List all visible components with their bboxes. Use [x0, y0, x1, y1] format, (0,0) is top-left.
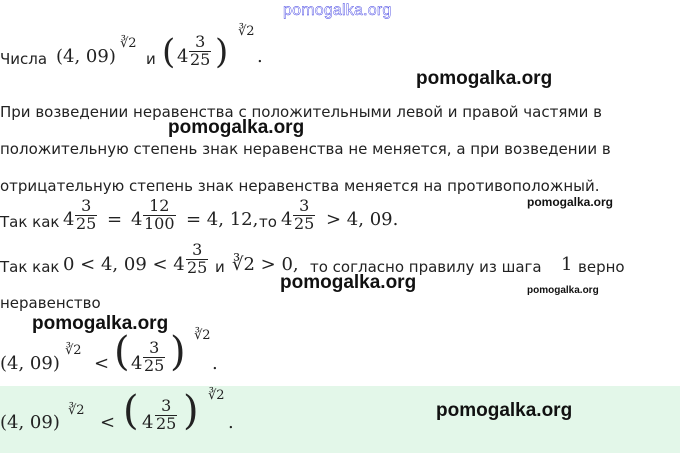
paren-close: ) — [183, 388, 199, 434]
watermark: pomogalka.org — [32, 313, 169, 334]
fraction: $\frac{3}{25}$ — [76, 196, 97, 233]
since-label: Так как — [0, 213, 60, 231]
mixed-whole: 4 — [63, 209, 75, 230]
since-label: Так как — [0, 258, 60, 276]
comparison: > 4, 09. — [326, 209, 399, 230]
paren-close: ) — [170, 329, 186, 375]
answer-less-than: < — [100, 412, 116, 433]
decimal-value: = 4, 12, — [186, 209, 259, 230]
period: . — [257, 46, 263, 67]
answer-exponent: ∛2 — [208, 388, 225, 403]
mixed-whole: 4 — [281, 209, 293, 230]
fraction: $\frac{3}{25}$ — [187, 240, 208, 277]
mixed-whole: 4 — [177, 46, 189, 67]
rule-reference: то согласно правилу из шага — [310, 258, 542, 276]
inequality-chain: 0 < 4, 09 < 4 — [63, 254, 185, 275]
fraction: $\frac{3}{25}$ — [190, 32, 211, 69]
answer-exponent: ∛2 — [68, 403, 85, 418]
answer-base: (4, 09) — [0, 412, 60, 433]
rule-line-1: При возведении неравенства с положительными левой и правой частями в — [0, 103, 603, 121]
true-word: верно — [578, 258, 625, 276]
rule-line-2: положительную степень знак неравенства не меняется, а при возведении в — [0, 140, 611, 158]
exponent: ∛2 — [65, 343, 82, 358]
answer-fraction: $\frac{3}{25}$ — [156, 396, 177, 433]
equals: = — [107, 209, 123, 230]
watermark-top: pomogalka.org — [283, 2, 392, 19]
and-word: и — [146, 50, 156, 68]
numbers-label: Числа — [0, 50, 48, 68]
mixed-whole: 4 — [131, 353, 143, 374]
exponent: ∛2 — [120, 36, 137, 51]
watermark: pomogalka.org — [527, 195, 614, 209]
answer-mixed-whole: 4 — [142, 412, 154, 433]
base-first: (4, 09) — [0, 353, 60, 374]
answer-period: . — [228, 412, 234, 433]
watermark: pomogalka.org — [527, 285, 599, 296]
fraction: $\frac{12}{100}$ — [144, 196, 175, 233]
watermark: pomogalka.org — [280, 272, 417, 293]
watermark: pomogalka.org — [436, 400, 573, 421]
paren-open: ( — [114, 329, 130, 375]
step-number: 1 — [561, 254, 573, 275]
exponent: ∛2 — [194, 328, 211, 343]
watermark: pomogalka.org — [416, 68, 553, 89]
less-than: < — [94, 353, 110, 374]
watermark: pomogalka.org — [168, 117, 305, 138]
paren-close: ) — [215, 32, 229, 72]
period: . — [212, 353, 218, 374]
root-positive: ∛2 > 0, — [232, 254, 299, 275]
fraction: $\frac{3}{25}$ — [294, 196, 315, 233]
paren-open: ( — [162, 32, 176, 72]
exponent: ∛2 — [238, 24, 255, 39]
paren-open: ( — [123, 388, 139, 434]
inequality-word: неравенство — [0, 294, 101, 312]
then-word: то — [259, 213, 277, 231]
base-first: (4, 09) — [56, 46, 116, 67]
fraction: $\frac{3}{25}$ — [144, 338, 165, 375]
mixed-whole: 4 — [131, 209, 143, 230]
and-word: и — [215, 258, 225, 276]
rule-line-3: отрицательную степень знак неравенства меняется на противоположный. — [0, 177, 600, 195]
